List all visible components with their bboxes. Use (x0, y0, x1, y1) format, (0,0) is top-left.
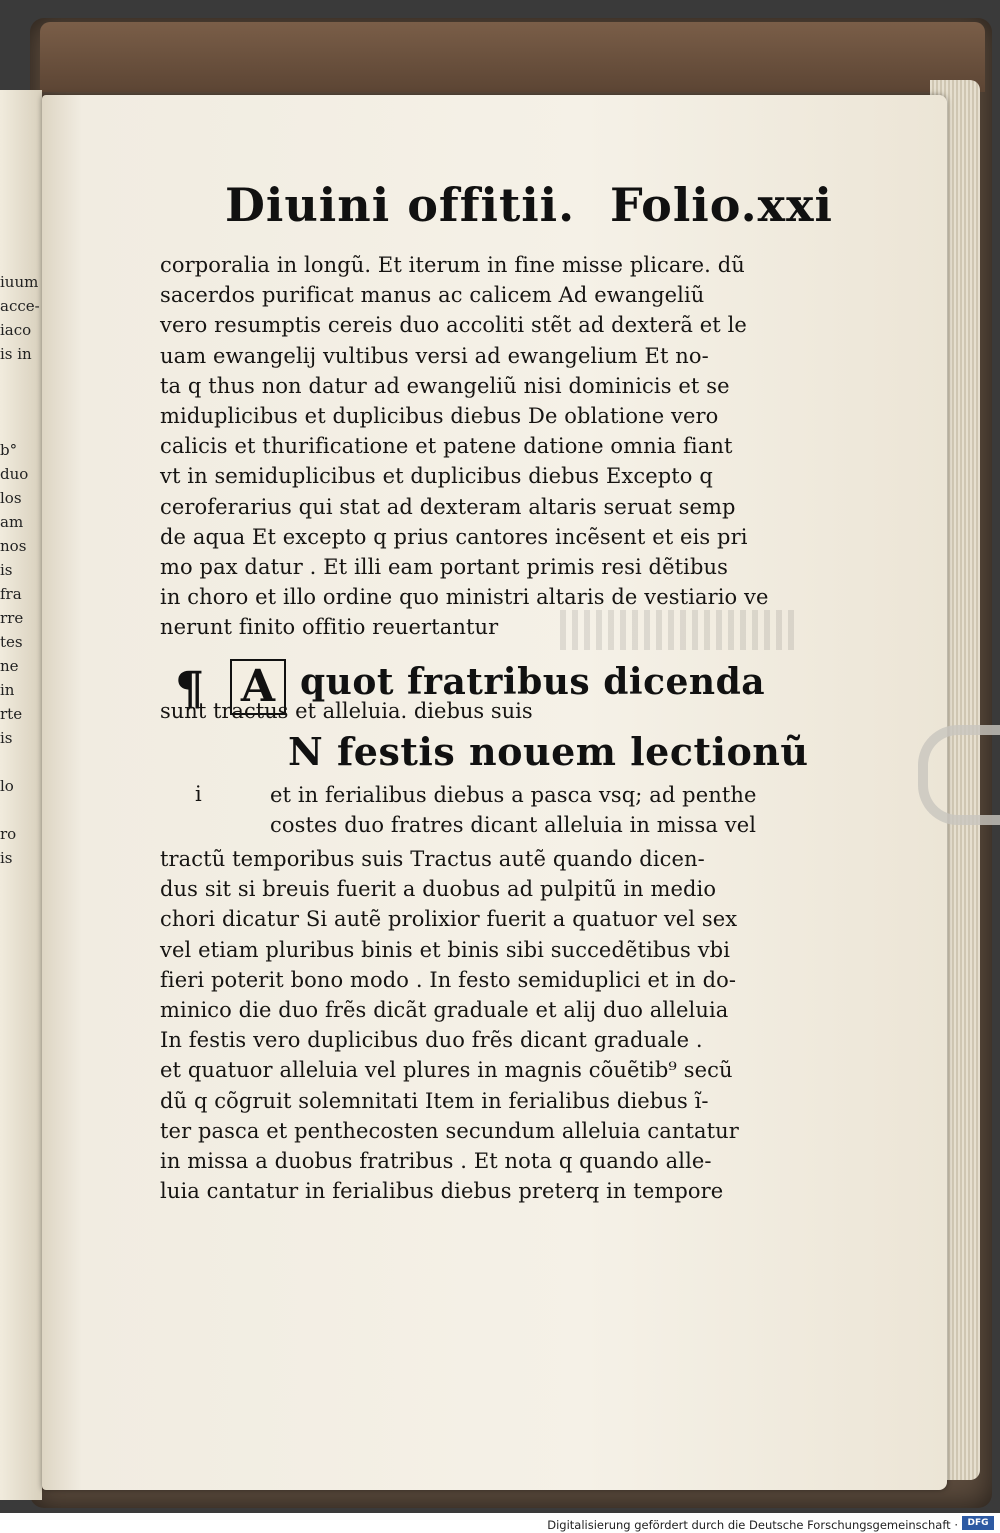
text-line: minico die duo frẽs dicãt graduale et alij duo alleluia (160, 998, 729, 1023)
text-line: ter pasca et penthecosten secundum alleluia cantatur (160, 1118, 739, 1143)
text-line: nerunt finito offitio reuertantur (160, 615, 499, 640)
text-line: vt in semiduplicibus et duplicibus diebus Excepto q (160, 464, 713, 489)
text-line: ta q thus non datur ad ewangeliũ nisi dominicis et se (160, 373, 730, 398)
funding-credit: Digitalisierung gefördert durch die Deutsche Forschungsgemeinschaft · (547, 1518, 958, 1532)
cover-top-edge (40, 22, 985, 92)
left-page (0, 90, 42, 1500)
text-line: dus sit si breuis fuerit a duobus ad pulpitũ in medio (160, 877, 717, 902)
paragraph-2-indented (270, 780, 810, 840)
text-line: costes duo fratres dicant alleluia in missa vel (270, 813, 757, 838)
text-line: tractũ temporibus suis Tractus autẽ quando dicen- (160, 847, 705, 871)
text-line: In festis vero duplicibus duo frẽs dicant graduale . (160, 1028, 703, 1053)
text-line: vero resumptis cereis duo accoliti stẽt ad dexterã et le (160, 313, 747, 338)
text-line: mo pax datur . Et illi eam portant primis resi dẽtibus (160, 555, 729, 580)
text-line: sacerdos purificat manus ac calicem Ad ewangeliũ (160, 283, 705, 308)
left-page-fragments: iuum acce- iaco is in b° duo los am nos is fra rre tes ne in rte is lo ro is (0, 273, 40, 867)
running-title: Diuini offitii. (225, 178, 576, 232)
text-line: luia cantatur in ferialibus diebus preterq in tempore (160, 1179, 724, 1204)
heading-line: sunt tractus et alleluia. diebus suis (160, 699, 533, 723)
text-line: calicis et thurificatione et patene datione omnia fiant (160, 434, 733, 459)
folio-number: Folio.xxi (610, 178, 833, 232)
text-line: corporalia in longũ. Et iterum in fine misse plicare. dũ (160, 253, 745, 277)
heading-line: quot fratribus dicenda (300, 661, 766, 703)
text-line: dũ q cõgruit solemnitati Item in ferialibus diebus ĩ- (160, 1088, 709, 1113)
guide-letter: i (195, 782, 202, 806)
text-line: in choro et illo ordine quo ministri altaris de vestiario ve (160, 585, 769, 610)
text-line: uam ewangelij vultibus versi ad ewangelium Et no- (160, 343, 709, 368)
page-clip (918, 725, 1000, 825)
paragraph-1 (160, 250, 800, 643)
text-line: de aqua Et excepto q prius cantores incẽsent et eis pri (160, 524, 748, 549)
text-line: et in ferialibus diebus a pasca vsq; ad penthe (270, 783, 757, 807)
paragraph-2 (160, 844, 800, 1206)
page-header (225, 178, 833, 248)
text-line: in missa a duobus fratribus . Et nota q quando alle- (160, 1149, 712, 1174)
text-line: chori dicatur Si autẽ prolixior fuerit a quatuor vel sex (160, 907, 738, 932)
dfg-logo[interactable]: DFG (962, 1516, 994, 1530)
text-line: vel etiam pluribus binis et binis sibi succedẽtibus vbi (160, 937, 731, 962)
decorated-initial: A (230, 659, 286, 715)
text-line: fieri poterit bono modo . In festo semiduplici et in do- (160, 967, 737, 992)
heading-line: N festis nouem lectionũ (288, 729, 809, 774)
text-line: miduplicibus et duplicibus diebus De oblatione vero (160, 404, 719, 429)
text-line: et quatuor alleluia vel plures in magnis cõuẽtib⁹ secũ (160, 1058, 733, 1083)
pilcrow-mark: ¶ (175, 661, 205, 715)
text-line: ceroferarius qui stat ad dexteram altaris seruat semp (160, 494, 736, 519)
